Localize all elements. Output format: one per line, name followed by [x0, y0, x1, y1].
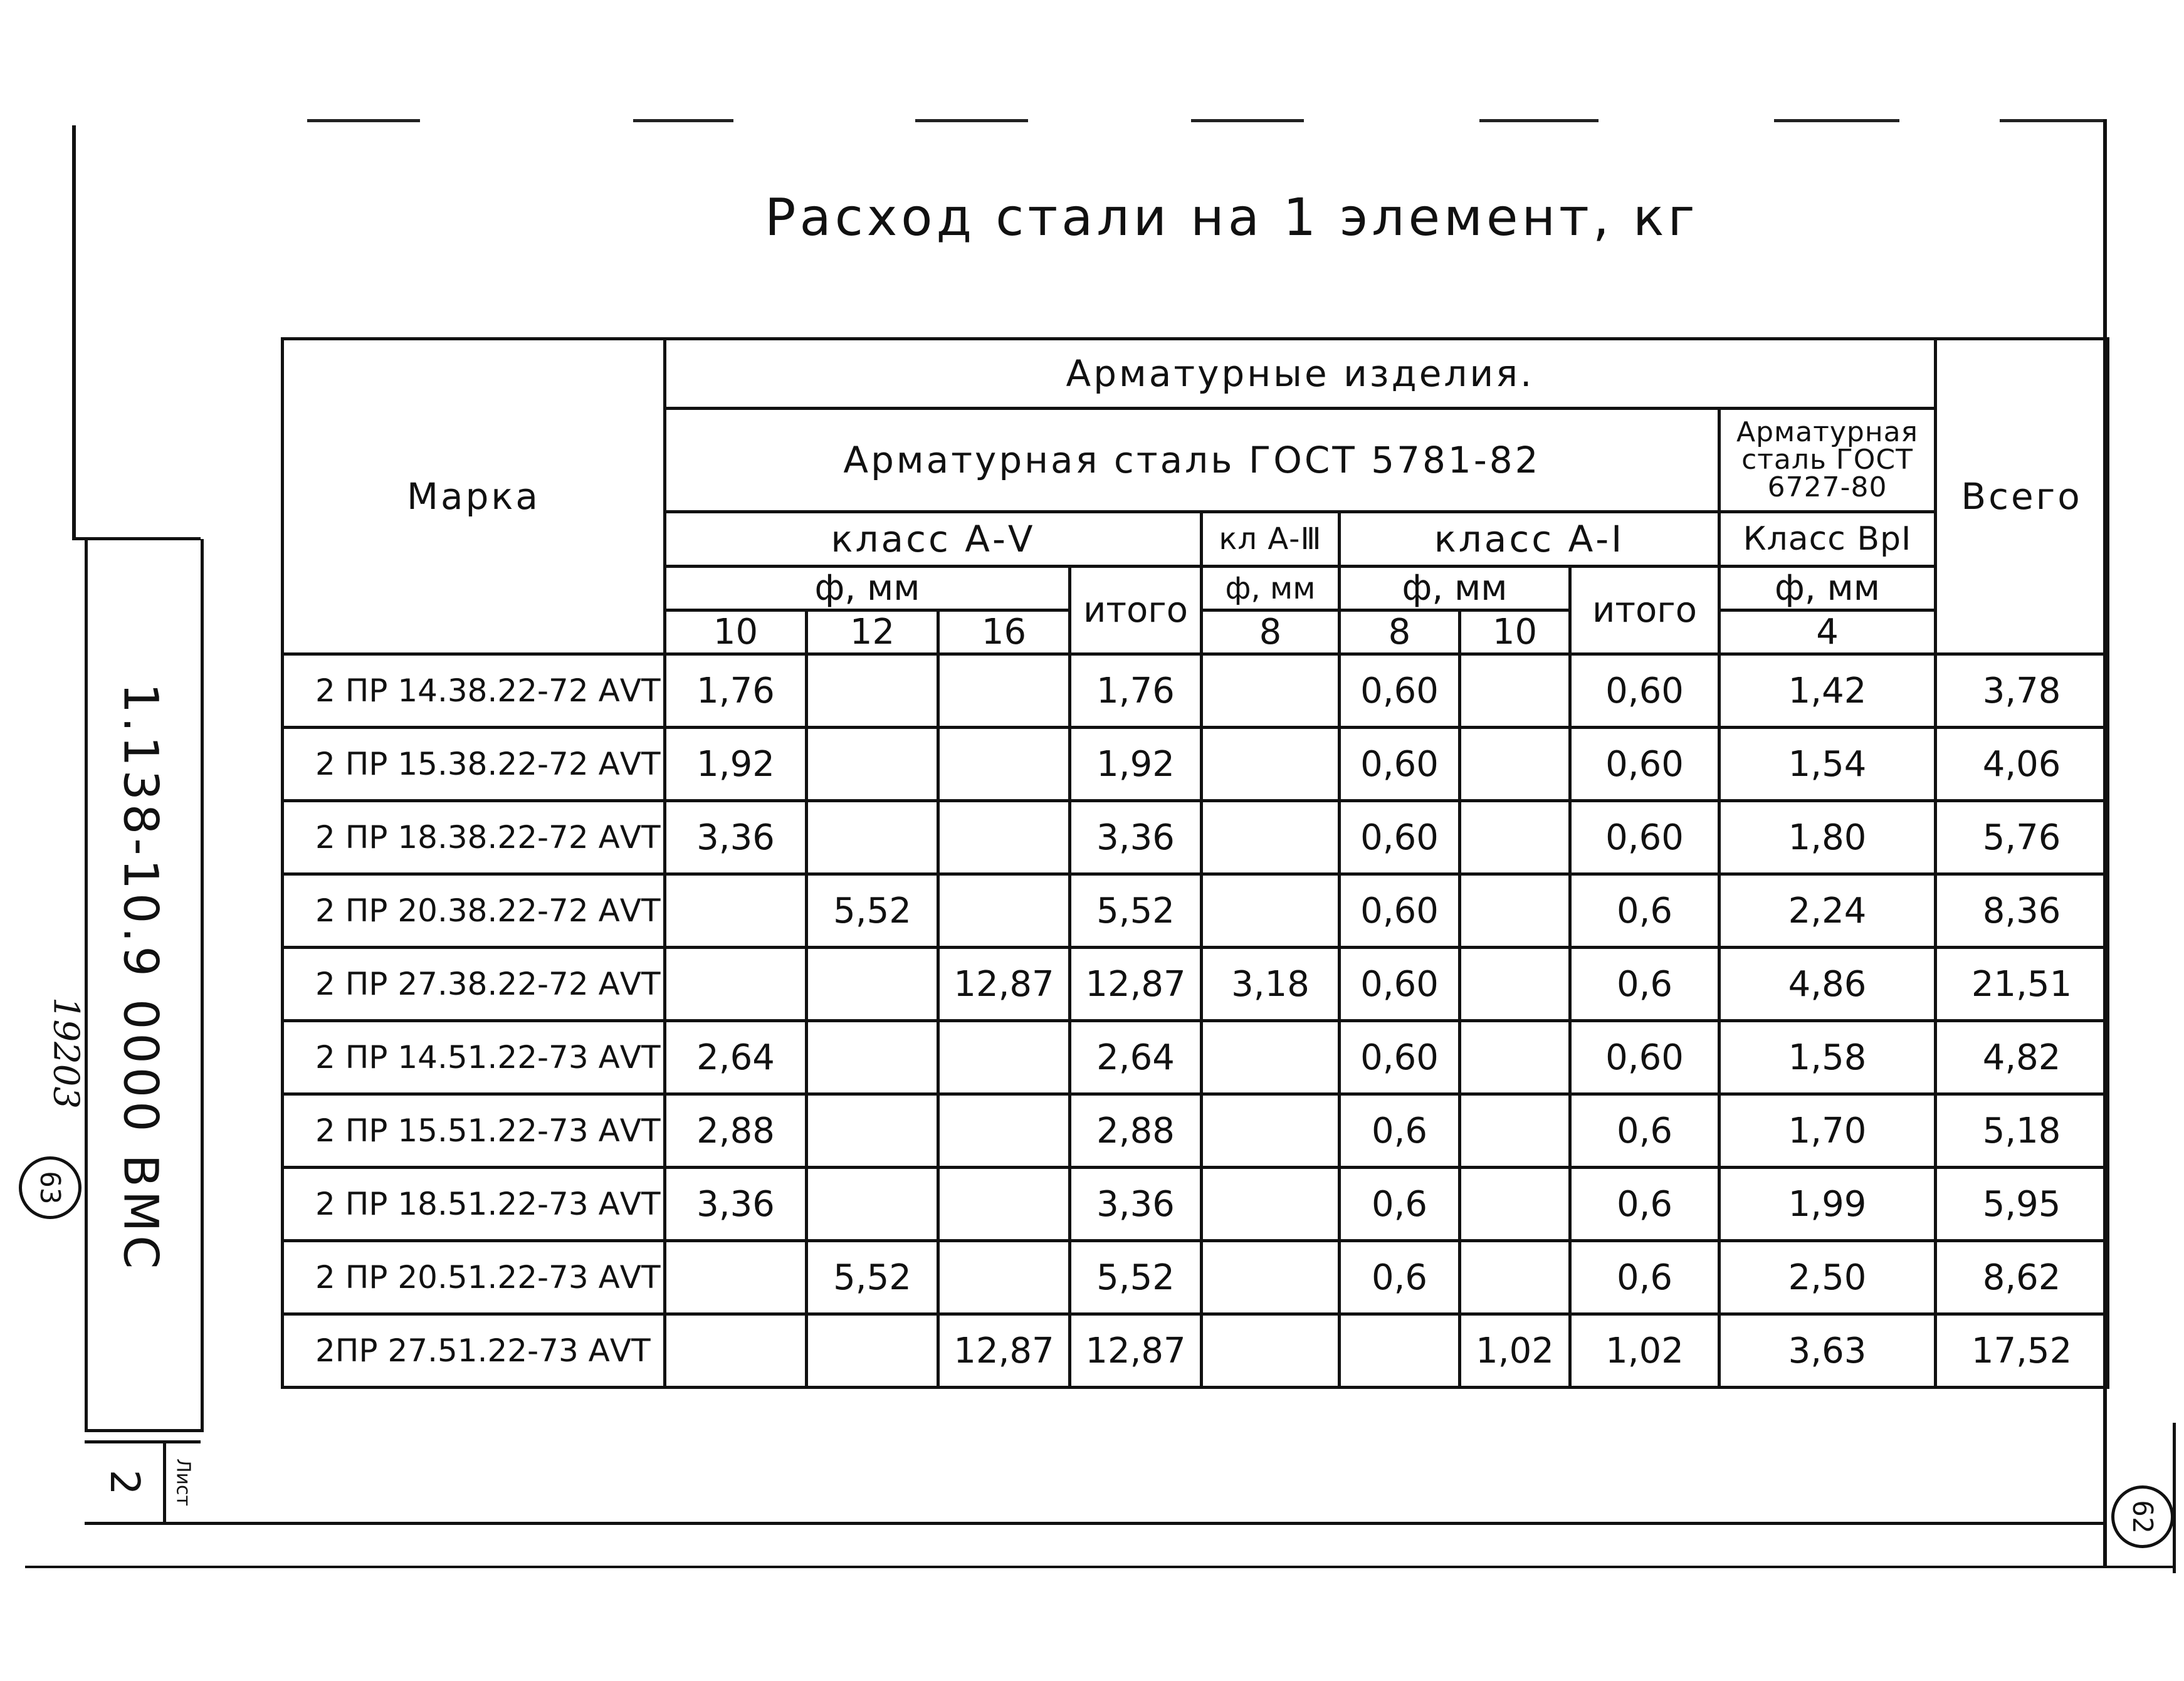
top-dash-6 [1774, 119, 1899, 122]
document-code: 1.138-10.9 0000 ВМС [113, 683, 169, 1273]
cell-bp1-4: 2,50 [1719, 1241, 1936, 1314]
cell-a1-itogo: 0,6 [1570, 874, 1719, 948]
frame-right-outer [2173, 1423, 2176, 1573]
cell-a5-itogo: 12,87 [1070, 948, 1202, 1021]
cell-total: 8,62 [1936, 1241, 2108, 1314]
cell-a1-itogo: 0,60 [1570, 801, 1719, 874]
cell-a5-10 [665, 1241, 807, 1314]
cell-a5-itogo: 1,92 [1070, 728, 1202, 801]
cell-a5-16 [938, 801, 1070, 874]
cell-a1-itogo: 0,60 [1570, 1021, 1719, 1094]
page-circle-left-text: 63 [34, 1171, 66, 1205]
cell-a1-10 [1460, 1168, 1570, 1241]
header-dia-a3: ф, мм [1202, 567, 1340, 610]
cell-a5-itogo: 2,64 [1070, 1021, 1202, 1094]
cell-mark: 2 ПР 15.51.22-73 АⅤТ [283, 1094, 665, 1168]
cell-a1-8: 0,6 [1340, 1168, 1460, 1241]
cell-mark: 2 ПР 14.51.22-73 АⅤТ [283, 1021, 665, 1094]
top-dash-2 [633, 119, 733, 122]
top-dash-4 [1191, 119, 1304, 122]
header-total: Всего [1936, 339, 2108, 654]
header-products: Арматурные изделия. [665, 339, 1936, 409]
cell-a5-itogo: 2,88 [1070, 1094, 1202, 1168]
cell-a1-itogo: 0,6 [1570, 948, 1719, 1021]
cell-a5-12 [807, 654, 938, 728]
header-mark: Марка [283, 339, 665, 654]
cell-mark: 2ПР 27.51.22-73 АⅤТ [283, 1314, 665, 1388]
header-d8-a3: 8 [1202, 610, 1340, 654]
header-dia-a1: ф, мм [1340, 567, 1570, 610]
steel-consumption-table [281, 337, 2109, 1389]
cell-a3-8 [1202, 1241, 1340, 1314]
cell-a5-12 [807, 1168, 938, 1241]
header-steel-6727: Арматурная сталь ГОСТ 6727-80 [1719, 409, 1936, 512]
cell-a5-itogo: 3,36 [1070, 801, 1202, 874]
cell-a5-10: 1,76 [665, 654, 807, 728]
cell-a1-10 [1460, 874, 1570, 948]
trim-bottom-line [25, 1566, 2175, 1568]
cell-a5-16: 12,87 [938, 948, 1070, 1021]
cell-mark: 2 ПР 18.38.22-72 АⅤТ [283, 801, 665, 874]
cell-a1-10 [1460, 948, 1570, 1021]
cell-a5-16 [938, 1021, 1070, 1094]
cell-a1-8: 0,6 [1340, 1094, 1460, 1168]
cell-a1-8: 0,60 [1340, 948, 1460, 1021]
stamp-sheet-divider [85, 1440, 201, 1443]
page-circle-left [19, 1156, 81, 1219]
top-dash-1 [307, 119, 420, 122]
cell-a1-10 [1460, 1241, 1570, 1314]
cell-a1-10 [1460, 728, 1570, 801]
cell-a3-8 [1202, 1168, 1340, 1241]
page-circle-right [2111, 1485, 2174, 1548]
cell-a5-12 [807, 1314, 938, 1388]
top-dash-3 [915, 119, 1028, 122]
cell-a5-10: 2,64 [665, 1021, 807, 1094]
cell-a5-12 [807, 728, 938, 801]
table-row [283, 874, 2108, 948]
cell-total: 21,51 [1936, 948, 2108, 1021]
top-dash-7 [2000, 119, 2103, 122]
cell-a5-10: 3,36 [665, 801, 807, 874]
cell-mark: 2 ПР 20.38.22-72 АⅤТ [283, 874, 665, 948]
cell-bp1-4: 1,42 [1719, 654, 1936, 728]
table-row [283, 1314, 2108, 1388]
inventory-number: 19203 [45, 997, 87, 1109]
cell-a1-itogo: 0,6 [1570, 1241, 1719, 1314]
cell-a5-16 [938, 1241, 1070, 1314]
cell-bp1-4: 1,58 [1719, 1021, 1936, 1094]
cell-mark: 2 ПР 14.38.22-72 АⅤТ [283, 654, 665, 728]
stamp-sheet-vdivider [163, 1440, 166, 1525]
cell-a1-10 [1460, 801, 1570, 874]
header-itogo-a5: итого [1070, 567, 1202, 654]
cell-a1-10 [1460, 1094, 1570, 1168]
cell-a5-16 [938, 654, 1070, 728]
header-d10-a1: 10 [1460, 610, 1570, 654]
cell-mark: 2 ПР 27.38.22-72 АⅤТ [283, 948, 665, 1021]
cell-a3-8 [1202, 728, 1340, 801]
cell-a1-8 [1340, 1314, 1460, 1388]
cell-a3-8 [1202, 1314, 1340, 1388]
header-itogo-a1: итого [1570, 567, 1719, 654]
cell-a5-12 [807, 1094, 938, 1168]
cell-bp1-4: 1,54 [1719, 728, 1936, 801]
cell-bp1-4: 2,24 [1719, 874, 1936, 948]
cell-bp1-4: 3,63 [1719, 1314, 1936, 1388]
cell-a3-8 [1202, 1094, 1340, 1168]
top-dash-5 [1479, 119, 1599, 122]
cell-total: 5,18 [1936, 1094, 2108, 1168]
cell-a1-8: 0,60 [1340, 728, 1460, 801]
cell-a5-16 [938, 1168, 1070, 1241]
table-row [283, 654, 2108, 728]
cell-total: 17,52 [1936, 1314, 2108, 1388]
cell-a1-8: 0,60 [1340, 874, 1460, 948]
cell-a5-16 [938, 874, 1070, 948]
cell-total: 8,36 [1936, 874, 2108, 948]
cell-bp1-4: 1,70 [1719, 1094, 1936, 1168]
table-row [283, 801, 2108, 874]
header-d4-bp1: 4 [1719, 610, 1936, 654]
cell-a5-10: 1,92 [665, 728, 807, 801]
cell-bp1-4: 4,86 [1719, 948, 1936, 1021]
cell-a5-10 [665, 1314, 807, 1388]
header-dia-bp1: ф, мм [1719, 567, 1936, 610]
cell-a5-12 [807, 801, 938, 874]
cell-a1-itogo: 0,60 [1570, 654, 1719, 728]
table-row [283, 1094, 2108, 1168]
cell-a5-12 [807, 1021, 938, 1094]
cell-a5-10 [665, 948, 807, 1021]
table-row [283, 728, 2108, 801]
cell-a5-12: 5,52 [807, 1241, 938, 1314]
cell-a1-itogo: 0,6 [1570, 1094, 1719, 1168]
cell-bp1-4: 1,99 [1719, 1168, 1936, 1241]
header-steel-5781: Арматурная сталь ГОСТ 5781-82 [665, 409, 1719, 512]
cell-mark: 2 ПР 15.38.22-72 АⅤТ [283, 728, 665, 801]
cell-a5-itogo: 1,76 [1070, 654, 1202, 728]
cell-total: 5,76 [1936, 801, 2108, 874]
header-class-a5: класс А-Ⅴ [665, 512, 1202, 567]
frame-bottom-line [85, 1522, 2107, 1525]
cell-a5-itogo: 5,52 [1070, 1241, 1202, 1314]
cell-a5-12 [807, 948, 938, 1021]
cell-a5-16: 12,87 [938, 1314, 1070, 1388]
cell-a1-8: 0,60 [1340, 654, 1460, 728]
sheet-label: Лист [172, 1458, 194, 1507]
cell-a5-10 [665, 874, 807, 948]
header-class-a3: кл А-Ⅲ [1202, 512, 1340, 567]
page-title: Расход стали на 1 элемент, кг [765, 188, 1699, 248]
cell-a5-itogo: 12,87 [1070, 1314, 1202, 1388]
cell-a1-8: 0,60 [1340, 801, 1460, 874]
cell-a3-8 [1202, 801, 1340, 874]
cell-mark: 2 ПР 20.51.22-73 АⅤТ [283, 1241, 665, 1314]
cell-bp1-4: 1,80 [1719, 801, 1936, 874]
page-circle-right-text: 62 [2126, 1500, 2159, 1534]
table-row [283, 948, 2108, 1021]
header-d8-a1: 8 [1340, 610, 1460, 654]
header-d16-a5: 16 [938, 610, 1070, 654]
table-row [283, 1021, 2108, 1094]
cell-a3-8: 3,18 [1202, 948, 1340, 1021]
cell-a1-itogo: 0,60 [1570, 728, 1719, 801]
cell-a1-10 [1460, 1021, 1570, 1094]
cell-total: 5,95 [1936, 1168, 2108, 1241]
cell-a1-10 [1460, 654, 1570, 728]
cell-a5-12: 5,52 [807, 874, 938, 948]
frame-left-line [72, 125, 76, 539]
cell-a5-itogo: 3,36 [1070, 1168, 1202, 1241]
cell-a5-itogo: 5,52 [1070, 874, 1202, 948]
cell-total: 4,06 [1936, 728, 2108, 801]
cell-total: 4,82 [1936, 1021, 2108, 1094]
cell-a5-10: 3,36 [665, 1168, 807, 1241]
header-dia-a5: ф, мм [665, 567, 1070, 610]
sheet-number: 2 [101, 1469, 147, 1495]
header-class-a1: класс А-Ⅰ [1340, 512, 1719, 567]
stamp-top-line [72, 537, 201, 540]
cell-mark: 2 ПР 18.51.22-73 АⅤТ [283, 1168, 665, 1241]
cell-a3-8 [1202, 654, 1340, 728]
header-d10-a5: 10 [665, 610, 807, 654]
header-d12-a5: 12 [807, 610, 938, 654]
table-row [283, 1241, 2108, 1314]
cell-a1-10: 1,02 [1460, 1314, 1570, 1388]
cell-a5-16 [938, 728, 1070, 801]
cell-a1-8: 0,6 [1340, 1241, 1460, 1314]
cell-total: 3,78 [1936, 654, 2108, 728]
cell-a5-16 [938, 1094, 1070, 1168]
table-row [283, 1168, 2108, 1241]
cell-a1-8: 0,60 [1340, 1021, 1460, 1094]
header-class-bp1: Класс ВрⅠ [1719, 512, 1936, 567]
cell-a3-8 [1202, 874, 1340, 948]
cell-a5-10: 2,88 [665, 1094, 807, 1168]
cell-a1-itogo: 0,6 [1570, 1168, 1719, 1241]
cell-a3-8 [1202, 1021, 1340, 1094]
cell-a1-itogo: 1,02 [1570, 1314, 1719, 1388]
